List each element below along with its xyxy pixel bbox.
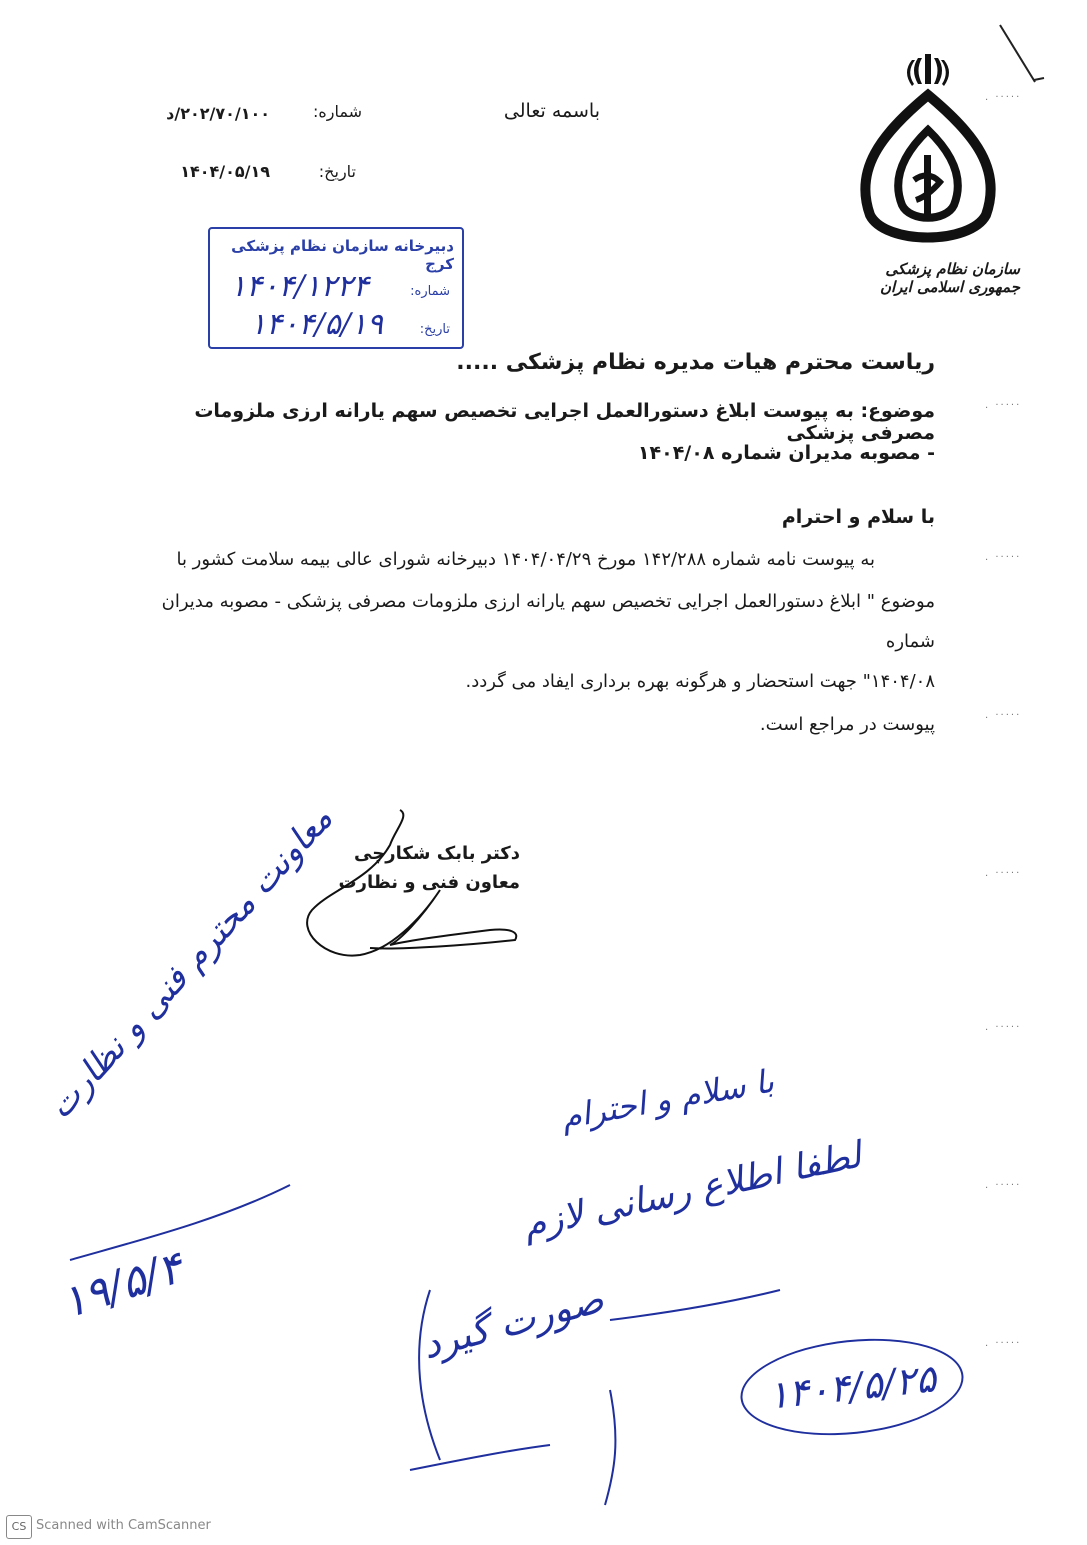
- edge-dots-8: . ‧‧‧‧‧: [985, 1338, 1022, 1349]
- subject-line-2: - مصوبه مدیران شماره ۱۴۰۴/۰۸: [637, 442, 935, 464]
- edge-dots-6: . ‧‧‧‧‧: [985, 1022, 1022, 1033]
- handwritten-note-left: معاونت محترم فنی و نظارت: [40, 798, 341, 1127]
- handwritten-note-right-1: با سلام و احترام: [558, 1061, 777, 1137]
- invocation: باسمه تعالی: [503, 100, 600, 122]
- signature-title: معاون فنی و نظارت: [338, 872, 520, 893]
- camscanner-logo: CS: [6, 1515, 32, 1539]
- stamp-number-label: شماره:: [410, 284, 450, 299]
- date-label: تاریخ:: [318, 162, 356, 181]
- body-paragraph: [110, 538, 935, 748]
- subject-line: [120, 400, 935, 444]
- edge-dots-5: . ‧‧‧‧‧: [985, 868, 1022, 879]
- stamp-date-label: تاریخ:: [419, 322, 450, 337]
- handwritten-date-left: ۱۹/۵/۴: [55, 1242, 190, 1329]
- subject-label: موضوع:: [860, 400, 935, 422]
- edge-dots-1: . ‧‧‧‧‧: [985, 92, 1022, 103]
- recipient-line: ریاست محترم هیات مدیره نظام پزشکی .....: [456, 350, 935, 375]
- org-logo: [840, 40, 1020, 296]
- stamp-number-value: ۱۴۰۴/۱۲۲۴: [230, 269, 370, 304]
- edge-dots-3: . ‧‧‧‧‧: [985, 552, 1022, 563]
- number-value: ۲۰۲/۷۰/۱۰۰/د: [166, 104, 270, 123]
- body-line-1: به پیوست نامه شماره ۱۴۲/۲۸۸ مورخ ۱۴۰۴/۰۴/۲۹ دبیرخانه شورای عالی بیمه سلامت کشور با: [176, 549, 875, 570]
- handwritten-note-right-2: لطفا اطلاع رسانی لازم: [519, 1134, 865, 1247]
- emblem-icon: [840, 40, 1020, 250]
- handwritten-underline-left: [60, 1180, 300, 1270]
- signature-name: دکتر بابک شکارچی: [354, 843, 520, 864]
- edge-dots-7: . ‧‧‧‧‧: [985, 1180, 1022, 1191]
- edge-dots-2: . ‧‧‧‧‧: [985, 400, 1022, 411]
- stamp-date-value: ۱۴۰۴/۵/۱۹: [250, 307, 384, 342]
- date-value: ۱۴۰۴/۰۵/۱۹: [180, 162, 270, 181]
- received-stamp: [208, 227, 464, 349]
- edge-dots-4: . ‧‧‧‧‧: [985, 710, 1022, 721]
- handwritten-date-right: ۱۴۰۴/۵/۲۵: [765, 1356, 939, 1418]
- body-line-3: ۱۴۰۴/۰۸" جهت استحضار و هرگونه بهره برداری ایفاد می گردد.: [465, 671, 935, 692]
- camscanner-text: Scanned with CamScanner: [36, 1518, 211, 1533]
- number-label: شماره:: [312, 102, 362, 121]
- org-name: سازمان نظام پزشکی جمهوری اسلامی ایران: [879, 260, 1020, 296]
- handwritten-note-right-3: صورت گیرد: [417, 1276, 609, 1368]
- body-line-4: پیوست در مراجع است.: [759, 714, 935, 735]
- stamp-title: دبیرخانه سازمان نظام پزشکی کرج: [231, 237, 454, 273]
- subject-text: به پیوست ابلاغ دستورالعمل اجرایی تخصیص سهم یارانه ارزی ملزومات مصرفی پزشکی: [194, 400, 935, 444]
- greeting: با سلام و احترام: [781, 506, 935, 528]
- body-line-2: موضوع " ابلاغ دستورالعمل اجرایی تخصیص سهم یارانه ارزی ملزومات مصرفی پزشکی - مصوبه مدیران شماره: [161, 591, 935, 652]
